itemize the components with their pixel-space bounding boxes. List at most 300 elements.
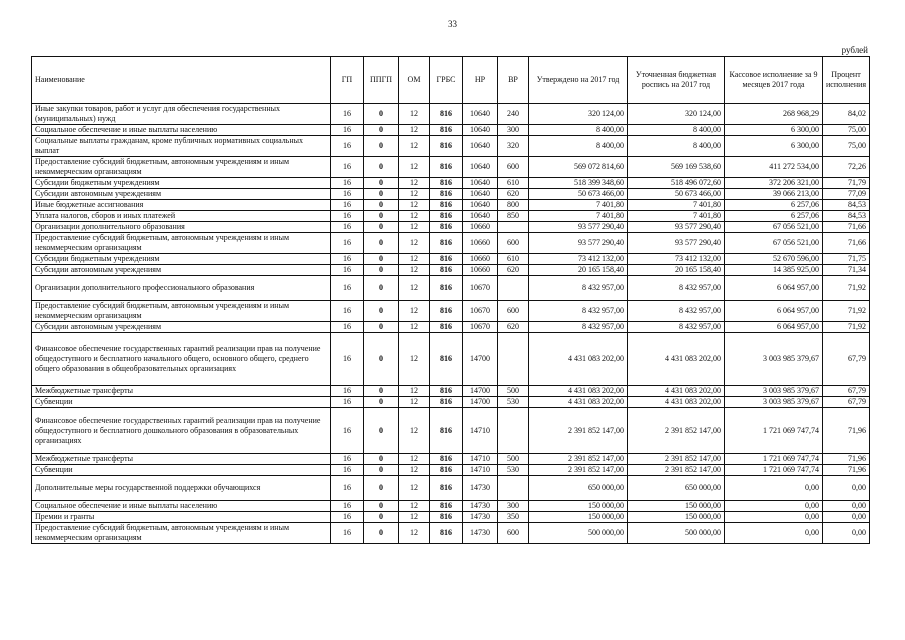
cell-pgp: 0 [364, 265, 399, 276]
cell-name: Иные закупки товаров, работ и услуг для обеспечения государственных (муниципальных) нужд [32, 104, 331, 125]
cell-refined: 150 000,00 [628, 512, 725, 523]
cell-cash: 67 056 521,00 [725, 222, 823, 233]
cell-grbs: 816 [430, 386, 463, 397]
cell-vr [498, 408, 529, 454]
cell-refined: 93 577 290,40 [628, 222, 725, 233]
cell-percent: 71,79 [823, 178, 870, 189]
cell-name: Дополнительные меры государственной поддержки обучающихся [32, 476, 331, 501]
cell-grbs: 816 [430, 211, 463, 222]
table-row [32, 233, 870, 254]
cell-gp: 16 [331, 233, 364, 254]
cell-percent: 75,00 [823, 136, 870, 157]
cell-approved: 4 431 083 202,00 [529, 333, 628, 386]
cell-approved: 8 400,00 [529, 125, 628, 136]
cell-vr: 530 [498, 397, 529, 408]
cell-percent: 71,66 [823, 222, 870, 233]
cell-name: Предоставление субсидий бюджетным, автономным учреждениям и иным некоммерческим организациям [32, 233, 331, 254]
cell-refined: 7 401,80 [628, 211, 725, 222]
cell-percent: 0,00 [823, 512, 870, 523]
cell-name: Субсидии автономным учреждениям [32, 189, 331, 200]
cell-refined: 4 431 083 202,00 [628, 386, 725, 397]
cell-gp: 16 [331, 386, 364, 397]
cell-gp: 16 [331, 136, 364, 157]
page-number: 33 [448, 19, 457, 29]
cell-cash: 39 066 213,00 [725, 189, 823, 200]
cell-np: 10640 [463, 136, 498, 157]
table-row [32, 265, 870, 276]
table-row [32, 397, 870, 408]
cell-pgp: 0 [364, 211, 399, 222]
cell-om: 12 [399, 222, 430, 233]
cell-om: 12 [399, 386, 430, 397]
table-row [32, 222, 870, 233]
cell-percent: 84,53 [823, 211, 870, 222]
cell-gp: 16 [331, 333, 364, 386]
col-header-gp: ГП [331, 57, 364, 104]
cell-approved: 8 432 957,00 [529, 301, 628, 322]
cell-refined: 518 496 072,60 [628, 178, 725, 189]
cell-vr: 320 [498, 136, 529, 157]
cell-np: 10660 [463, 233, 498, 254]
col-header-name: Наименование [32, 57, 331, 104]
cell-om: 12 [399, 501, 430, 512]
cell-np: 10660 [463, 222, 498, 233]
cell-refined: 73 412 132,00 [628, 254, 725, 265]
cell-om: 12 [399, 322, 430, 333]
table-row [32, 512, 870, 523]
cell-vr [498, 222, 529, 233]
cell-approved: 4 431 083 202,00 [529, 397, 628, 408]
cell-om: 12 [399, 136, 430, 157]
cell-percent: 71,92 [823, 301, 870, 322]
cell-om: 12 [399, 333, 430, 386]
cell-approved: 73 412 132,00 [529, 254, 628, 265]
cell-pgp: 0 [364, 512, 399, 523]
cell-cash: 52 670 596,00 [725, 254, 823, 265]
cell-vr: 620 [498, 265, 529, 276]
col-header-approved: Утверждено на 2017 год [529, 57, 628, 104]
cell-cash: 0,00 [725, 501, 823, 512]
cell-om: 12 [399, 301, 430, 322]
cell-approved: 93 577 290,40 [529, 222, 628, 233]
cell-grbs: 816 [430, 178, 463, 189]
table-row [32, 333, 870, 386]
table-header-row [32, 57, 870, 104]
cell-pgp: 0 [364, 386, 399, 397]
table-row [32, 125, 870, 136]
cell-np: 10640 [463, 157, 498, 178]
cell-cash: 1 721 069 747,74 [725, 454, 823, 465]
cell-om: 12 [399, 408, 430, 454]
cell-approved: 500 000,00 [529, 523, 628, 544]
cell-refined: 320 124,00 [628, 104, 725, 125]
cell-refined: 569 169 538,60 [628, 157, 725, 178]
cell-name: Субсидии бюджетным учреждениям [32, 254, 331, 265]
cell-percent: 71,92 [823, 322, 870, 333]
cell-np: 14710 [463, 408, 498, 454]
table-row [32, 211, 870, 222]
cell-gp: 16 [331, 397, 364, 408]
cell-grbs: 816 [430, 136, 463, 157]
cell-name: Субсидии автономным учреждениям [32, 265, 331, 276]
cell-refined: 2 391 852 147,00 [628, 454, 725, 465]
cell-pgp: 0 [364, 333, 399, 386]
cell-pgp: 0 [364, 178, 399, 189]
cell-percent: 84,02 [823, 104, 870, 125]
cell-refined: 8 432 957,00 [628, 276, 725, 301]
cell-grbs: 816 [430, 476, 463, 501]
cell-gp: 16 [331, 465, 364, 476]
cell-np: 14730 [463, 512, 498, 523]
cell-gp: 16 [331, 512, 364, 523]
cell-grbs: 816 [430, 301, 463, 322]
cell-om: 12 [399, 200, 430, 211]
cell-grbs: 816 [430, 254, 463, 265]
cell-grbs: 816 [430, 104, 463, 125]
cell-pgp: 0 [364, 104, 399, 125]
cell-refined: 8 400,00 [628, 136, 725, 157]
cell-om: 12 [399, 454, 430, 465]
cell-pgp: 0 [364, 454, 399, 465]
cell-approved: 8 400,00 [529, 136, 628, 157]
cell-percent: 71,66 [823, 233, 870, 254]
cell-vr: 500 [498, 454, 529, 465]
cell-cash: 6 064 957,00 [725, 301, 823, 322]
cell-om: 12 [399, 189, 430, 200]
cell-percent: 75,00 [823, 125, 870, 136]
cell-vr: 620 [498, 189, 529, 200]
cell-vr: 800 [498, 200, 529, 211]
cell-np: 10660 [463, 265, 498, 276]
cell-percent: 71,96 [823, 454, 870, 465]
cell-percent: 0,00 [823, 476, 870, 501]
table-row [32, 157, 870, 178]
table-row [32, 301, 870, 322]
cell-vr: 500 [498, 386, 529, 397]
cell-refined: 8 432 957,00 [628, 301, 725, 322]
col-header-om: ОМ [399, 57, 430, 104]
cell-om: 12 [399, 512, 430, 523]
cell-approved: 150 000,00 [529, 501, 628, 512]
cell-pgp: 0 [364, 233, 399, 254]
cell-pgp: 0 [364, 222, 399, 233]
cell-grbs: 816 [430, 501, 463, 512]
cell-np: 14730 [463, 523, 498, 544]
cell-cash: 6 300,00 [725, 125, 823, 136]
cell-gp: 16 [331, 276, 364, 301]
cell-gp: 16 [331, 254, 364, 265]
cell-pgp: 0 [364, 189, 399, 200]
col-header-cash: Кассовое исполнение за 9 месяцев 2017 года [725, 57, 823, 104]
table-row [32, 465, 870, 476]
cell-approved: 20 165 158,40 [529, 265, 628, 276]
cell-grbs: 816 [430, 454, 463, 465]
cell-percent: 71,75 [823, 254, 870, 265]
cell-gp: 16 [331, 501, 364, 512]
cell-name: Субсидии автономным учреждениям [32, 322, 331, 333]
cell-name: Межбюджетные трансферты [32, 386, 331, 397]
cell-grbs: 816 [430, 465, 463, 476]
cell-grbs: 816 [430, 408, 463, 454]
cell-name: Субвенции [32, 397, 331, 408]
cell-percent: 71,96 [823, 465, 870, 476]
cell-percent: 71,92 [823, 276, 870, 301]
cell-grbs: 816 [430, 276, 463, 301]
cell-om: 12 [399, 178, 430, 189]
cell-refined: 93 577 290,40 [628, 233, 725, 254]
cell-refined: 650 000,00 [628, 476, 725, 501]
cell-cash: 0,00 [725, 476, 823, 501]
table-row [32, 136, 870, 157]
table-row [32, 189, 870, 200]
cell-cash: 6 064 957,00 [725, 322, 823, 333]
cell-approved: 2 391 852 147,00 [529, 408, 628, 454]
cell-grbs: 816 [430, 512, 463, 523]
cell-approved: 650 000,00 [529, 476, 628, 501]
cell-gp: 16 [331, 125, 364, 136]
cell-np: 14730 [463, 501, 498, 512]
cell-percent: 0,00 [823, 523, 870, 544]
table-row [32, 454, 870, 465]
cell-cash: 6 300,00 [725, 136, 823, 157]
cell-om: 12 [399, 125, 430, 136]
cell-approved: 7 401,80 [529, 200, 628, 211]
cell-gp: 16 [331, 211, 364, 222]
table-row [32, 523, 870, 544]
cell-om: 12 [399, 265, 430, 276]
cell-approved: 7 401,80 [529, 211, 628, 222]
cell-vr: 240 [498, 104, 529, 125]
cell-np: 10660 [463, 254, 498, 265]
table-row [32, 178, 870, 189]
cell-om: 12 [399, 157, 430, 178]
cell-percent: 67,79 [823, 397, 870, 408]
cell-gp: 16 [331, 189, 364, 200]
cell-vr: 300 [498, 125, 529, 136]
budget-execution-table [31, 56, 870, 544]
cell-name: Субвенции [32, 465, 331, 476]
cell-refined: 2 391 852 147,00 [628, 465, 725, 476]
cell-cash: 411 272 534,00 [725, 157, 823, 178]
cell-name: Межбюджетные трансферты [32, 454, 331, 465]
cell-percent: 71,96 [823, 408, 870, 454]
cell-gp: 16 [331, 157, 364, 178]
cell-vr: 530 [498, 465, 529, 476]
cell-cash: 0,00 [725, 512, 823, 523]
cell-cash: 6 257,06 [725, 200, 823, 211]
col-header-percent: Процент исполнения [823, 57, 870, 104]
cell-np: 14700 [463, 397, 498, 408]
cell-vr: 600 [498, 157, 529, 178]
cell-name: Премии и гранты [32, 512, 331, 523]
cell-approved: 4 431 083 202,00 [529, 386, 628, 397]
cell-om: 12 [399, 104, 430, 125]
cell-gp: 16 [331, 222, 364, 233]
cell-vr: 610 [498, 178, 529, 189]
col-header-vr: ВР [498, 57, 529, 104]
cell-gp: 16 [331, 265, 364, 276]
cell-cash: 268 968,29 [725, 104, 823, 125]
cell-om: 12 [399, 233, 430, 254]
table-row [32, 408, 870, 454]
cell-om: 12 [399, 465, 430, 476]
cell-np: 10640 [463, 211, 498, 222]
table-row [32, 254, 870, 265]
cell-grbs: 816 [430, 265, 463, 276]
cell-vr: 620 [498, 322, 529, 333]
cell-grbs: 816 [430, 222, 463, 233]
cell-pgp: 0 [364, 397, 399, 408]
cell-refined: 50 673 466,00 [628, 189, 725, 200]
cell-pgp: 0 [364, 523, 399, 544]
cell-np: 10670 [463, 276, 498, 301]
table-row [32, 104, 870, 125]
cell-gp: 16 [331, 322, 364, 333]
cell-gp: 16 [331, 104, 364, 125]
cell-pgp: 0 [364, 408, 399, 454]
cell-gp: 16 [331, 301, 364, 322]
cell-pgp: 0 [364, 465, 399, 476]
cell-np: 14710 [463, 454, 498, 465]
cell-gp: 16 [331, 454, 364, 465]
cell-approved: 50 673 466,00 [529, 189, 628, 200]
cell-grbs: 816 [430, 189, 463, 200]
col-header-refined: Уточненная бюджетная роспись на 2017 год [628, 57, 725, 104]
units-label: рублей [841, 45, 868, 55]
cell-name: Организации дополнительного профессионального образования [32, 276, 331, 301]
cell-np: 14700 [463, 333, 498, 386]
cell-gp: 16 [331, 200, 364, 211]
table-row [32, 322, 870, 333]
cell-cash: 67 056 521,00 [725, 233, 823, 254]
cell-name: Социальное обеспечение и иные выплаты населению [32, 125, 331, 136]
cell-pgp: 0 [364, 301, 399, 322]
cell-gp: 16 [331, 408, 364, 454]
cell-np: 10670 [463, 322, 498, 333]
cell-pgp: 0 [364, 476, 399, 501]
cell-vr [498, 276, 529, 301]
cell-np: 10640 [463, 189, 498, 200]
cell-gp: 16 [331, 476, 364, 501]
cell-approved: 93 577 290,40 [529, 233, 628, 254]
cell-np: 14710 [463, 465, 498, 476]
cell-cash: 3 003 985 379,67 [725, 386, 823, 397]
cell-np: 10640 [463, 200, 498, 211]
cell-np: 14730 [463, 476, 498, 501]
table-body [32, 104, 870, 544]
cell-vr [498, 333, 529, 386]
cell-cash: 6 064 957,00 [725, 276, 823, 301]
cell-approved: 569 072 814,60 [529, 157, 628, 178]
cell-percent: 84,53 [823, 200, 870, 211]
cell-name: Предоставление субсидий бюджетным, автономным учреждениям и иным некоммерческим организациям [32, 157, 331, 178]
cell-pgp: 0 [364, 125, 399, 136]
cell-np: 10640 [463, 125, 498, 136]
cell-grbs: 816 [430, 333, 463, 386]
col-header-pgp: ППГП [364, 57, 399, 104]
cell-refined: 500 000,00 [628, 523, 725, 544]
cell-vr: 610 [498, 254, 529, 265]
cell-name: Иные бюджетные ассигнования [32, 200, 331, 211]
cell-np: 10670 [463, 301, 498, 322]
cell-cash: 372 206 321,00 [725, 178, 823, 189]
cell-name: Социальные выплаты гражданам, кроме публичных нормативных социальных выплат [32, 136, 331, 157]
cell-approved: 2 391 852 147,00 [529, 454, 628, 465]
cell-percent: 72,26 [823, 157, 870, 178]
cell-percent: 67,79 [823, 386, 870, 397]
cell-cash: 1 721 069 747,74 [725, 408, 823, 454]
cell-refined: 150 000,00 [628, 501, 725, 512]
cell-om: 12 [399, 397, 430, 408]
cell-pgp: 0 [364, 276, 399, 301]
cell-name: Финансовое обеспечение государственных гарантий реализации прав на получение общедоступного и бесплатного начального общего, основного общего, среднего общего образования в общеобразовательных организациях [32, 333, 331, 386]
cell-name: Финансовое обеспечение государственных гарантий реализации прав на получение общедоступного и бесплатного дошкольного образования в образовательных организациях [32, 408, 331, 454]
cell-refined: 8 432 957,00 [628, 322, 725, 333]
cell-approved: 8 432 957,00 [529, 322, 628, 333]
cell-percent: 71,34 [823, 265, 870, 276]
cell-name: Социальное обеспечение и иные выплаты населению [32, 501, 331, 512]
cell-om: 12 [399, 523, 430, 544]
table-row [32, 276, 870, 301]
cell-approved: 518 399 348,60 [529, 178, 628, 189]
cell-gp: 16 [331, 178, 364, 189]
cell-name: Организации дополнительного образования [32, 222, 331, 233]
cell-grbs: 816 [430, 397, 463, 408]
cell-grbs: 816 [430, 157, 463, 178]
cell-approved: 150 000,00 [529, 512, 628, 523]
cell-refined: 4 431 083 202,00 [628, 333, 725, 386]
cell-percent: 67,79 [823, 333, 870, 386]
cell-om: 12 [399, 211, 430, 222]
cell-vr [498, 476, 529, 501]
cell-refined: 2 391 852 147,00 [628, 408, 725, 454]
cell-name: Уплата налогов, сборов и иных платежей [32, 211, 331, 222]
cell-percent: 77,09 [823, 189, 870, 200]
cell-grbs: 816 [430, 233, 463, 254]
cell-approved: 8 432 957,00 [529, 276, 628, 301]
cell-cash: 3 003 985 379,67 [725, 333, 823, 386]
table-row [32, 386, 870, 397]
cell-np: 10640 [463, 178, 498, 189]
cell-cash: 14 385 925,00 [725, 265, 823, 276]
cell-cash: 6 257,06 [725, 211, 823, 222]
cell-refined: 20 165 158,40 [628, 265, 725, 276]
cell-pgp: 0 [364, 501, 399, 512]
cell-approved: 320 124,00 [529, 104, 628, 125]
cell-approved: 2 391 852 147,00 [529, 465, 628, 476]
cell-np: 14700 [463, 386, 498, 397]
cell-name: Предоставление субсидий бюджетным, автономным учреждениям и иным некоммерческим организациям [32, 301, 331, 322]
cell-cash: 1 721 069 747,74 [725, 465, 823, 476]
cell-om: 12 [399, 476, 430, 501]
cell-vr: 850 [498, 211, 529, 222]
cell-name: Субсидии бюджетным учреждениям [32, 178, 331, 189]
cell-percent: 0,00 [823, 501, 870, 512]
cell-vr: 350 [498, 512, 529, 523]
cell-gp: 16 [331, 523, 364, 544]
cell-cash: 3 003 985 379,67 [725, 397, 823, 408]
cell-vr: 600 [498, 233, 529, 254]
cell-refined: 8 400,00 [628, 125, 725, 136]
cell-refined: 7 401,80 [628, 200, 725, 211]
table-row [32, 200, 870, 211]
cell-pgp: 0 [364, 322, 399, 333]
table-row [32, 501, 870, 512]
table-row [32, 476, 870, 501]
col-header-np: НР [463, 57, 498, 104]
cell-vr: 600 [498, 301, 529, 322]
cell-vr: 600 [498, 523, 529, 544]
